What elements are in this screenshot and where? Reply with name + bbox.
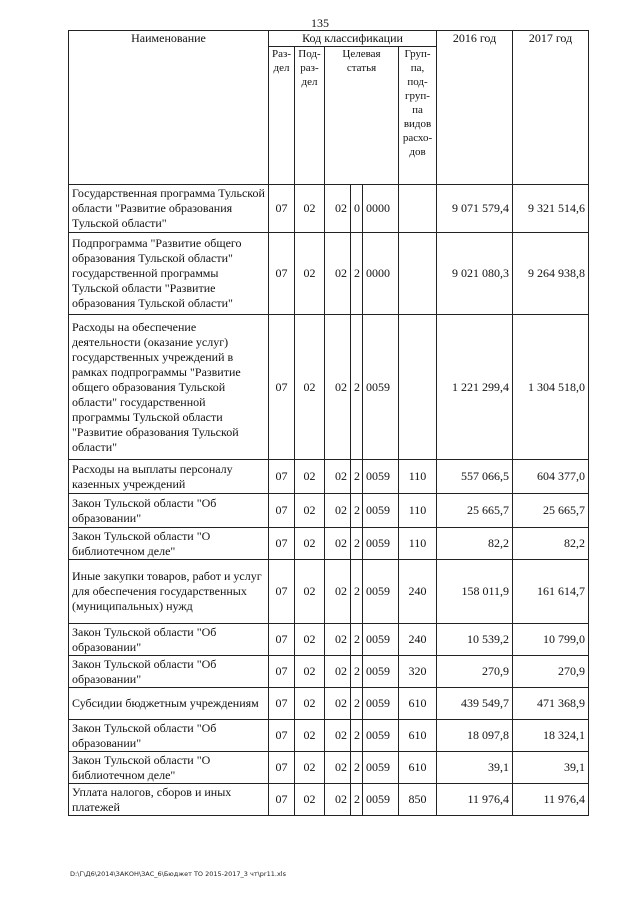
row-target-1: 02: [325, 560, 351, 624]
row-group: [399, 315, 437, 460]
row-target-3: 0059: [363, 624, 399, 656]
row-group: 610: [399, 720, 437, 752]
row-amount-2016: 9 021 080,3: [437, 233, 513, 315]
row-target-3: 0059: [363, 688, 399, 720]
header-year-2016: 2016 год: [437, 31, 513, 185]
row-amount-2017: 270,9: [513, 656, 589, 688]
table-row: [69, 233, 589, 315]
header-row-top: [69, 31, 589, 47]
row-target-2: 2: [351, 720, 363, 752]
row-subsection: 02: [295, 315, 325, 460]
row-subsection: 02: [295, 233, 325, 315]
row-amount-2017: 604 377,0: [513, 460, 589, 494]
row-target-1: 02: [325, 494, 351, 528]
row-amount-2016: 39,1: [437, 752, 513, 784]
header-name: Наименование: [69, 31, 269, 185]
file-path-footer: D:\Г\Д6\2014\ЗАКОН\ЗАС_6\Бюджет ТО 2015-2017_3 чт\pr11.xls: [70, 870, 286, 878]
header-code: Код классификации: [269, 31, 437, 47]
row-section: 07: [269, 656, 295, 688]
row-section: 07: [269, 784, 295, 816]
row-amount-2017: 10 799,0: [513, 624, 589, 656]
header-section: Раз- дел: [269, 47, 295, 185]
table-row: [69, 185, 589, 233]
row-target-3: 0059: [363, 720, 399, 752]
row-target-3: 0059: [363, 460, 399, 494]
row-amount-2017: 25 665,7: [513, 494, 589, 528]
row-group: 850: [399, 784, 437, 816]
row-amount-2017: 471 368,9: [513, 688, 589, 720]
table-row: [69, 528, 589, 560]
row-target-2: 2: [351, 233, 363, 315]
row-amount-2016: 557 066,5: [437, 460, 513, 494]
row-name: Закон Тульской области "О библиотечном деле": [69, 528, 269, 560]
row-target-3: 0059: [363, 752, 399, 784]
row-amount-2017: 82,2: [513, 528, 589, 560]
table-row: [69, 752, 589, 784]
row-group: 240: [399, 560, 437, 624]
row-amount-2017: 1 304 518,0: [513, 315, 589, 460]
row-target-2: 2: [351, 560, 363, 624]
row-name: Закон Тульской области "Об образовании": [69, 624, 269, 656]
row-target-1: 02: [325, 528, 351, 560]
row-name: Государственная программа Тульской области "Развитие образования Тульской области": [69, 185, 269, 233]
row-target-2: 2: [351, 688, 363, 720]
row-target-2: 2: [351, 315, 363, 460]
row-subsection: 02: [295, 494, 325, 528]
row-target-3: 0059: [363, 494, 399, 528]
table-row: [69, 656, 589, 688]
row-target-3: 0059: [363, 784, 399, 816]
row-section: 07: [269, 752, 295, 784]
row-target-1: 02: [325, 233, 351, 315]
row-name: Расходы на выплаты персоналу казенных учреждений: [69, 460, 269, 494]
row-amount-2016: 25 665,7: [437, 494, 513, 528]
row-name: Подпрограмма "Развитие общего образования Тульской области" государственной программы Тульской области "Развитие образования Тульской области": [69, 233, 269, 315]
table-row: [69, 460, 589, 494]
row-section: 07: [269, 494, 295, 528]
table-row: [69, 315, 589, 460]
row-name: Расходы на обеспечение деятельности (оказание услуг) государственных учреждений в рамках подпрограммы "Развитие общего образования Тульской области" государственной программы Тульской области "Развитие образования Тульской области": [69, 315, 269, 460]
row-target-2: 2: [351, 752, 363, 784]
row-name: Закон Тульской области "О библиотечном деле": [69, 752, 269, 784]
table-row: [69, 720, 589, 752]
header-groups: Груп- па, под- груп- па видов расхо- дов: [399, 47, 437, 185]
row-group: 110: [399, 528, 437, 560]
row-name: Иные закупки товаров, работ и услуг для обеспечения государственных (муниципальных) нужд: [69, 560, 269, 624]
row-group: 110: [399, 460, 437, 494]
row-name: Уплата налогов, сборов и иных платежей: [69, 784, 269, 816]
row-subsection: 02: [295, 624, 325, 656]
row-target-1: 02: [325, 315, 351, 460]
row-group: [399, 233, 437, 315]
row-subsection: 02: [295, 528, 325, 560]
table-row: [69, 494, 589, 528]
row-target-1: 02: [325, 720, 351, 752]
row-target-3: 0059: [363, 656, 399, 688]
row-section: 07: [269, 624, 295, 656]
row-section: 07: [269, 185, 295, 233]
row-subsection: 02: [295, 560, 325, 624]
page-number: 135: [311, 16, 329, 30]
row-amount-2016: 439 549,7: [437, 688, 513, 720]
row-amount-2017: 39,1: [513, 752, 589, 784]
row-amount-2016: 9 071 579,4: [437, 185, 513, 233]
row-amount-2017: 9 264 938,8: [513, 233, 589, 315]
row-subsection: 02: [295, 720, 325, 752]
row-amount-2016: 18 097,8: [437, 720, 513, 752]
row-target-1: 02: [325, 784, 351, 816]
row-target-1: 02: [325, 752, 351, 784]
table-row: [69, 560, 589, 624]
row-section: 07: [269, 528, 295, 560]
row-amount-2016: 1 221 299,4: [437, 315, 513, 460]
row-target-2: 2: [351, 528, 363, 560]
row-section: 07: [269, 560, 295, 624]
row-target-1: 02: [325, 185, 351, 233]
row-group: 610: [399, 752, 437, 784]
row-target-3: 0059: [363, 560, 399, 624]
row-group: [399, 185, 437, 233]
row-name: Субсидии бюджетным учреждениям: [69, 688, 269, 720]
row-target-2: 2: [351, 460, 363, 494]
table-row: [69, 784, 589, 816]
row-section: 07: [269, 688, 295, 720]
row-target-3: 0059: [363, 315, 399, 460]
row-target-1: 02: [325, 688, 351, 720]
header-year-2017: 2017 год: [513, 31, 589, 185]
row-amount-2016: 11 976,4: [437, 784, 513, 816]
row-group: 110: [399, 494, 437, 528]
row-subsection: 02: [295, 460, 325, 494]
row-amount-2017: 161 614,7: [513, 560, 589, 624]
table-row: [69, 624, 589, 656]
row-amount-2016: 10 539,2: [437, 624, 513, 656]
row-name: Закон Тульской области "Об образовании": [69, 656, 269, 688]
row-name: Закон Тульской области "Об образовании": [69, 720, 269, 752]
row-subsection: 02: [295, 688, 325, 720]
row-group: 240: [399, 624, 437, 656]
row-target-1: 02: [325, 656, 351, 688]
row-target-2: 2: [351, 624, 363, 656]
row-group: 320: [399, 656, 437, 688]
row-target-1: 02: [325, 460, 351, 494]
row-amount-2017: 11 976,4: [513, 784, 589, 816]
row-name: Закон Тульской области "Об образовании": [69, 494, 269, 528]
row-section: 07: [269, 460, 295, 494]
table-row: [69, 688, 589, 720]
row-group: 610: [399, 688, 437, 720]
row-subsection: 02: [295, 185, 325, 233]
row-section: 07: [269, 315, 295, 460]
row-subsection: 02: [295, 656, 325, 688]
row-target-3: 0059: [363, 528, 399, 560]
row-target-2: 2: [351, 656, 363, 688]
row-subsection: 02: [295, 752, 325, 784]
row-target-2: 2: [351, 494, 363, 528]
row-amount-2016: 158 011,9: [437, 560, 513, 624]
header-target: Целевая статья: [325, 47, 399, 185]
header-subsection: Под- раз- дел: [295, 47, 325, 185]
budget-table: [68, 30, 589, 816]
row-amount-2017: 9 321 514,6: [513, 185, 589, 233]
row-amount-2016: 270,9: [437, 656, 513, 688]
row-target-1: 02: [325, 624, 351, 656]
row-target-3: 0000: [363, 185, 399, 233]
row-section: 07: [269, 720, 295, 752]
row-amount-2017: 18 324,1: [513, 720, 589, 752]
row-target-3: 0000: [363, 233, 399, 315]
row-amount-2016: 82,2: [437, 528, 513, 560]
row-target-2: 0: [351, 185, 363, 233]
row-subsection: 02: [295, 784, 325, 816]
row-section: 07: [269, 233, 295, 315]
row-target-2: 2: [351, 784, 363, 816]
